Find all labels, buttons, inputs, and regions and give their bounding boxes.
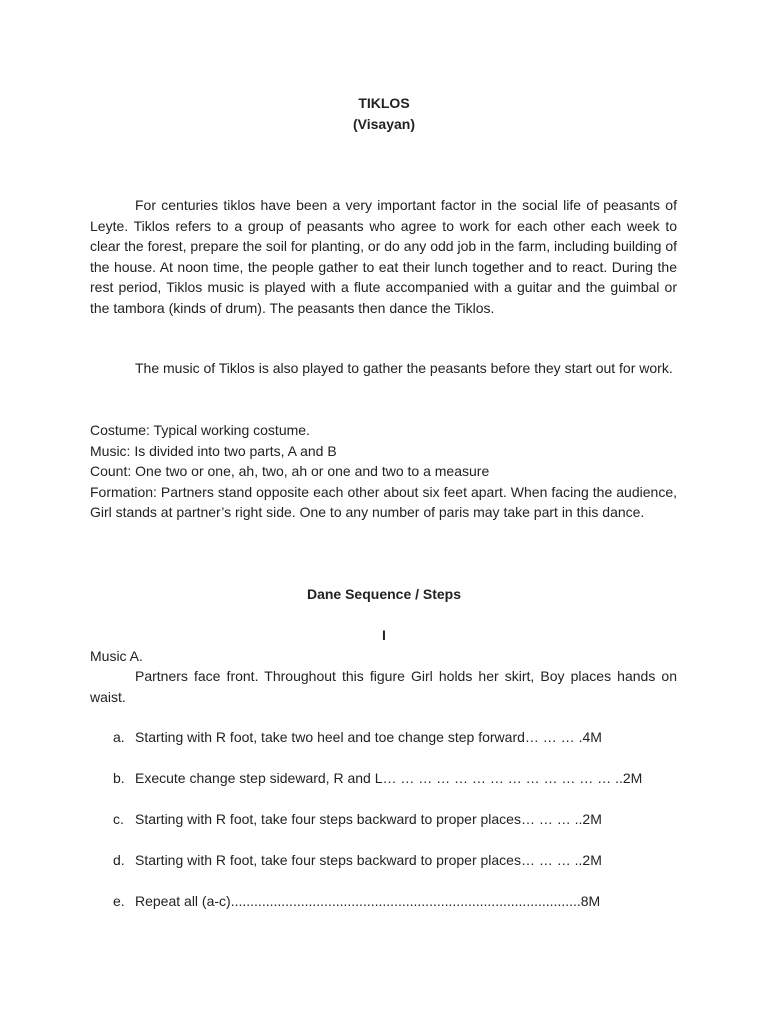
step-text: Starting with R foot, take two heel and toe change step forward… … … .4M [135,729,602,745]
count-line: Count: One two or one, ah, two, ah or one and two to a measure [90,463,490,479]
step-item [113,850,673,871]
step-text: Starting with R foot, take four steps backward to proper places… … … ..2M [135,811,602,827]
page-subtitle: (Visayan) [353,116,415,132]
step-item [113,727,673,748]
step-label: a. [113,729,125,745]
step-label: d. [113,852,125,868]
step-item [113,891,673,912]
sequence-heading: Dane Sequence / Steps [306,586,462,602]
intro-paragraph: For centuries tiklos have been a very important factor in the social life of peasants of Leyte. Tiklos refers to a group of peasants who agree to work for each other each week to clear the forest, prepare the soil for planting, or do any odd job in the farm, including building of the house. At noon time, the people gather to eat their lunch together and to react. During the rest period, Tiklos music is played with a flute accompanied with a guitar and the guimbal or the tambora (kinds of drum). The peasants then dance the Tiklos. [90,197,677,316]
page-title: TIKLOS [358,95,410,111]
music-paragraph: The music of Tiklos is also played to gather the peasants before they start out for work. [135,360,673,376]
music-line: Music: Is divided into two parts, A and B [90,442,337,459]
step-label: e. [113,893,125,909]
costume-line: Costume: Typical working costume. [90,422,310,438]
music-part-label: Music A. [90,648,143,664]
figure-number: I [382,627,386,643]
dance-info [90,420,677,523]
step-text: Repeat all (a-c)..........................................................................................8M [135,893,601,909]
step-text: Starting with R foot, take four steps backward to proper places… … … ..2M [135,852,602,868]
step-label: b. [113,770,125,786]
step-item [113,809,673,830]
step-text: Execute change step sideward, R and L… … … … … … … … … … … … … ..2M [135,770,643,786]
step-item [113,768,673,789]
step-label: c. [113,811,124,827]
figure-intro: Partners face front. Throughout this figure Girl holds her skirt, Boy places hands on waist. [90,668,677,705]
formation-line: Formation: Partners stand opposite each other about six feet apart. When facing the audience, Girl stands at partner’s right side. One to any number of paris may take part in this dance. [90,483,677,520]
